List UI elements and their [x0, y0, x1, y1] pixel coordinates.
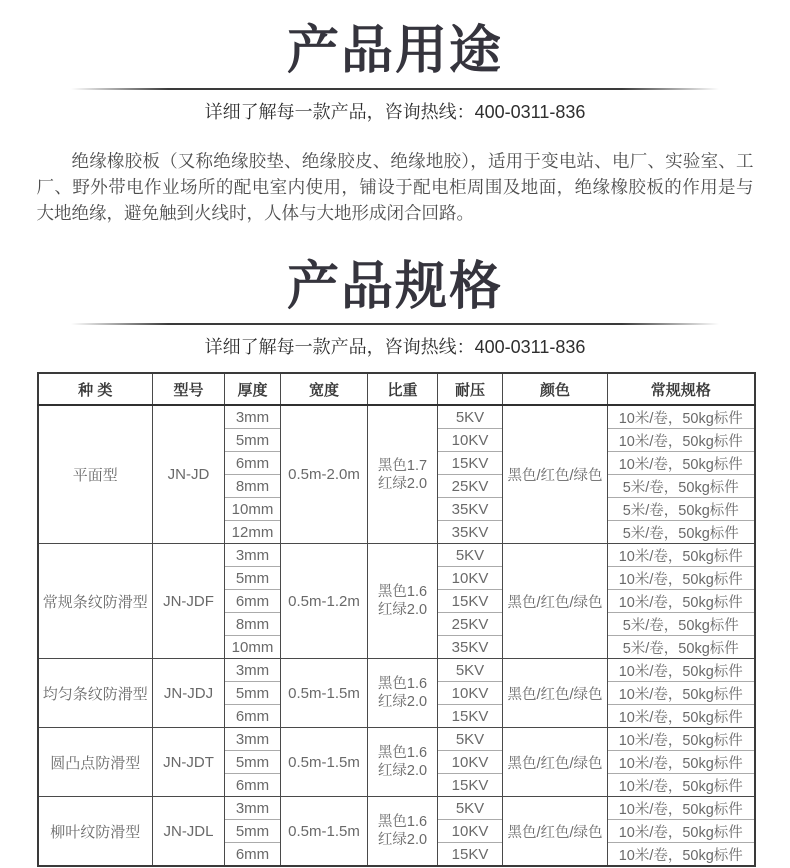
cell-voltage: 15KV: [438, 590, 503, 613]
cell-spec: 10米/卷，50kg标件: [608, 452, 755, 475]
cell-thickness: 6mm: [225, 590, 281, 613]
gravity-line: 黑色1.6: [377, 814, 428, 831]
cell-spec: 10米/卷，50kg标件: [608, 682, 755, 705]
cell-type: 柳叶纹防滑型: [38, 797, 153, 867]
cell-voltage: 15KV: [438, 452, 503, 475]
spec-table-row: [38, 405, 755, 429]
gravity-line: 红绿2.0: [377, 602, 428, 619]
cell-gravity: [368, 797, 438, 867]
cell-thickness: 6mm: [225, 705, 281, 728]
cell-thickness: 5mm: [225, 751, 281, 774]
spec-column-header: 型号: [153, 373, 225, 405]
cell-thickness: 10mm: [225, 498, 281, 521]
cell-width: 0.5m-1.5m: [281, 797, 368, 867]
cell-spec: 10米/卷，50kg标件: [608, 429, 755, 452]
cell-spec: 5米/卷，50kg标件: [608, 521, 755, 544]
gravity-line: 红绿2.0: [377, 694, 428, 711]
gravity-line: 黑色1.6: [377, 676, 428, 693]
gravity-line: 红绿2.0: [377, 475, 428, 492]
spec-column-header: 宽度: [281, 373, 368, 405]
cell-voltage: 25KV: [438, 475, 503, 498]
cell-type: 平面型: [38, 405, 153, 544]
cell-voltage: 35KV: [438, 521, 503, 544]
spec-title-divider: [71, 323, 719, 325]
cell-voltage: 5KV: [438, 728, 503, 751]
spec-table-row: [38, 797, 755, 820]
cell-voltage: 5KV: [438, 797, 503, 820]
spec-column-header: 种 类: [38, 373, 153, 405]
cell-color: 黑色/红色/绿色: [503, 544, 608, 659]
cell-type: 常规条纹防滑型: [38, 544, 153, 659]
cell-spec: 10米/卷，50kg标件: [608, 567, 755, 590]
cell-spec: 10米/卷，50kg标件: [608, 728, 755, 751]
cell-gravity: [368, 659, 438, 728]
spec-section: [37, 257, 754, 868]
gravity-line: 黑色1.6: [377, 745, 428, 762]
spec-column-header: 颜色: [503, 373, 608, 405]
cell-voltage: 10KV: [438, 820, 503, 843]
cell-model: JN-JDT: [153, 728, 225, 797]
spec-hotline-text: 详细了解每一款产品，咨询热线：400-0311-836: [204, 337, 586, 358]
cell-model: JN-JD: [153, 405, 225, 544]
cell-thickness: 10mm: [225, 636, 281, 659]
cell-spec: 10米/卷，50kg标件: [608, 659, 755, 682]
cell-thickness: 5mm: [225, 429, 281, 452]
gravity-line: 黑色1.7: [377, 457, 428, 474]
cell-thickness: 5mm: [225, 682, 281, 705]
cell-spec: 10米/卷，50kg标件: [608, 843, 755, 867]
spec-column-header: 比重: [368, 373, 438, 405]
cell-model: JN-JDJ: [153, 659, 225, 728]
cell-thickness: 5mm: [225, 567, 281, 590]
cell-type: 均匀条纹防滑型: [38, 659, 153, 728]
cell-color: 黑色/红色/绿色: [503, 797, 608, 867]
cell-width: 0.5m-1.2m: [281, 544, 368, 659]
cell-voltage: 15KV: [438, 774, 503, 797]
cell-voltage: 15KV: [438, 843, 503, 867]
gravity-line: 黑色1.6: [377, 584, 428, 601]
gravity-line: 红绿2.0: [377, 763, 428, 780]
cell-gravity: [368, 405, 438, 544]
spec-table-body: [38, 405, 755, 866]
spec-table-row: [38, 659, 755, 682]
usage-section-title: 产品用途: [286, 22, 503, 80]
cell-thickness: 8mm: [225, 475, 281, 498]
cell-thickness: 8mm: [225, 613, 281, 636]
cell-spec: 5米/卷，50kg标件: [608, 475, 755, 498]
spec-column-header: 耐压: [438, 373, 503, 405]
cell-voltage: 35KV: [438, 498, 503, 521]
cell-spec: 10米/卷，50kg标件: [608, 590, 755, 613]
cell-thickness: 6mm: [225, 774, 281, 797]
usage-hotline-text: 详细了解每一款产品，咨询热线：400-0311-836: [204, 101, 586, 122]
usage-section: [37, 24, 754, 226]
cell-spec: 10米/卷，50kg标件: [608, 544, 755, 567]
cell-voltage: 10KV: [438, 567, 503, 590]
product-detail-page: [37, 0, 754, 867]
usage-title-divider: [71, 88, 719, 90]
cell-thickness: 3mm: [225, 544, 281, 567]
cell-thickness: 6mm: [225, 452, 281, 475]
cell-voltage: 10KV: [438, 751, 503, 774]
cell-color: 黑色/红色/绿色: [503, 659, 608, 728]
cell-voltage: 5KV: [438, 544, 503, 567]
cell-gravity: [368, 544, 438, 659]
cell-spec: 10米/卷，50kg标件: [608, 705, 755, 728]
cell-thickness: 3mm: [225, 728, 281, 751]
cell-thickness: 3mm: [225, 405, 281, 429]
cell-voltage: 10KV: [438, 682, 503, 705]
spec-table-row: [38, 544, 755, 567]
cell-spec: 5米/卷，50kg标件: [608, 613, 755, 636]
spec-column-header: 常规规格: [608, 373, 755, 405]
cell-color: 黑色/红色/绿色: [503, 405, 608, 544]
spec-table-row: [38, 728, 755, 751]
cell-voltage: 25KV: [438, 613, 503, 636]
cell-spec: 5米/卷，50kg标件: [608, 636, 755, 659]
cell-thickness: 5mm: [225, 820, 281, 843]
cell-model: JN-JDL: [153, 797, 225, 867]
cell-voltage: 10KV: [438, 429, 503, 452]
gravity-line: 红绿2.0: [377, 832, 428, 849]
spec-table-header-row: [38, 373, 755, 405]
spec-section-title: 产品规格: [286, 257, 503, 316]
cell-thickness: 12mm: [225, 521, 281, 544]
cell-spec: 10米/卷，50kg标件: [608, 774, 755, 797]
usage-paragraph: 绝缘橡胶板（又称绝缘胶垫、绝缘胶皮、绝缘地胶），适用于变电站、电厂、实验室、工厂、野外带电作业场所的配电室内使用，铺设于配电柜周围及地面，绝缘橡胶板的作用是与大地绝缘，避免触到火线时，人体与大地形成闭合回路。: [36, 150, 754, 223]
spec-column-header: 厚度: [225, 373, 281, 405]
cell-voltage: 15KV: [438, 705, 503, 728]
cell-width: 0.5m-2.0m: [281, 405, 368, 544]
cell-voltage: 5KV: [438, 405, 503, 429]
cell-spec: 10米/卷，50kg标件: [608, 797, 755, 820]
cell-color: 黑色/红色/绿色: [503, 728, 608, 797]
cell-gravity: [368, 728, 438, 797]
cell-width: 0.5m-1.5m: [281, 659, 368, 728]
cell-thickness: 6mm: [225, 843, 281, 867]
spec-table: [37, 372, 756, 867]
cell-thickness: 3mm: [225, 797, 281, 820]
cell-voltage: 35KV: [438, 636, 503, 659]
cell-spec: 5米/卷，50kg标件: [608, 498, 755, 521]
cell-spec: 10米/卷，50kg标件: [608, 405, 755, 429]
cell-spec: 10米/卷，50kg标件: [608, 751, 755, 774]
cell-model: JN-JDF: [153, 544, 225, 659]
cell-voltage: 5KV: [438, 659, 503, 682]
cell-type: 圆凸点防滑型: [38, 728, 153, 797]
cell-thickness: 3mm: [225, 659, 281, 682]
cell-spec: 10米/卷，50kg标件: [608, 820, 755, 843]
cell-width: 0.5m-1.5m: [281, 728, 368, 797]
